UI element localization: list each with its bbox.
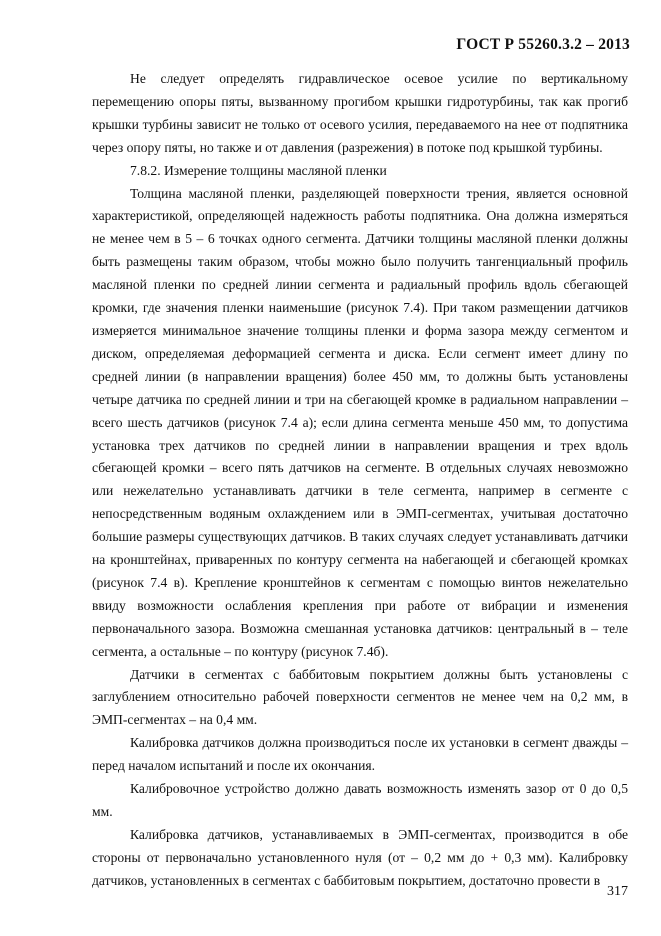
section-heading-oil-film: 7.8.2. Измерение толщины масляной пленки (130, 162, 387, 178)
page-number: 317 (607, 884, 628, 899)
paragraph-calibration-twice: Калибровка датчиков должна производиться после их установки в сегмент дважды – перед началом испытаний и после их окончания. (92, 735, 628, 774)
paragraph-calibration-emp: Калибровка датчиков, устанавливаемых в ЭМП-сегментах, производится в обе стороны от первоначально установленного нуля (от – 0,2 мм до + 0,3 мм). Калибровку датчиков, установленных в сегментах с баббитовым покрытием, достаточно провести в (92, 826, 628, 888)
standard-header: ГОСТ Р 55260.3.2 – 2013 (456, 36, 630, 53)
paragraph-oil-film-thickness: Толщина масляной пленки, разделяющей поверхности трения, является основной характеристикой, определяющей надежность работы подпятника. Она должна измеряться не менее чем в 5 – 6 точках одного сегмента. Датчики толщины масляной пленки должны быть размещены таким образом, чтобы можно было получить тангенциальный профиль масляной пленки по средней линии сегмента и радиальный профиль вдоль сбегающей кромки, где значения пленки наименьшие (рисунок 7.4). При таком размещении датчиков измеряется минимальное значение толщины пленки и форма зазора между сегментом и диском, определяемая деформацией сегмента и диска. Если сегмент имеет длину по средней линии (в направлении вращения) более 450 мм, то должны быть установлены четыре датчика по средней линии и три на сбегающей кромке в радиальном направлении – всего шесть датчиков (рисунок 7.4 а); если длина сегмента меньше 450 мм, то допустима установка трех датчиков по средней линии в направлении вращения и трех вдоль сбегающей кромки – всего пять датчиков на сегменте. В отдельных случаях невозможно или нежелательно устанавливать датчики в теле сегмента, например в сегменте с непосредственным водяным охлаждением или в ЭМП-сегментах, учитывая достаточно большие размеры существующих датчиков. В таких случаях следует устанавливать датчики на кронштейнах, приваренных по контуру сегмента на набегающей и сбегающей кромках (рисунок 7.4 в). Крепление кронштейнов к сегментам с помощью винтов нежелательно ввиду возможности ослабления крепления при работе от вибрации и изменения первоначального зазора. Возможна смешанная установка датчиков: центральный в – теле сегмента, а остальные – по контуру (рисунок 7.4б). (92, 185, 628, 659)
paragraph-calibration-device: Калибровочное устройство должно давать возможность изменять зазор от 0 до 0,5 мм. (92, 781, 628, 819)
body-text (92, 68, 628, 893)
paragraph-babbitt-sensors: Датчики в сегментах с баббитовым покрытием должны быть установлены с заглублением относительно рабочей поверхности сегментов не менее чем на 0,2 мм, в ЭМП-сегментах – на 0,4 мм. (92, 666, 628, 728)
paragraph-axial-force: Не следует определять гидравлическое осевое усилие по вертикальному перемещению опоры пяты, вызванному прогибом крышки гидротурбины, так как прогиб крышки турбины зависит не только от осевого усилия, передаваемого на нее от подпятника через опору пяты, но также и от давления (разрежения) в потоке под крышкой турбины. (92, 71, 628, 155)
